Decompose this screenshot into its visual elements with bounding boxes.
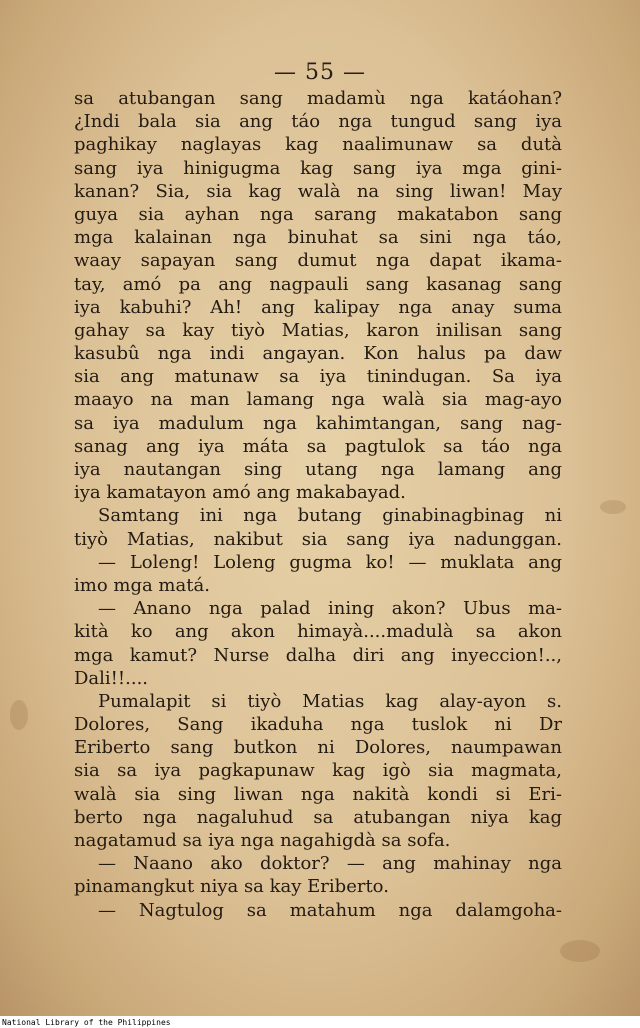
stain-mark <box>560 940 600 962</box>
body-text <box>74 87 562 922</box>
text-line: imo mga matá. <box>74 574 210 596</box>
text-line: kanan? Sia, sia kag walà na sing liwan! May <box>74 180 562 202</box>
text-line: sa iya madulum nga kahimtangan, sang nag- <box>74 412 562 434</box>
stain-mark <box>600 500 626 514</box>
text-line: paghikay naglayas kag naalimunaw sa dutà <box>74 134 562 156</box>
text-line: mga kamut? Nurse dalha diri ang inyeccion!.., <box>74 644 562 666</box>
text-line: sia ang matunaw sa iya tinindugan. Sa iya <box>74 366 562 388</box>
page-number: — 55 — <box>274 60 366 85</box>
text-line: Pumalapit si tiyò Matias kag alay-ayon s. <box>98 690 562 712</box>
text-line: Eriberto sang butkon ni Dolores, naumpawan <box>74 737 562 759</box>
text-line: tay, amó pa ang nagpauli sang kasanag sang <box>74 273 562 295</box>
text-line: sia sa iya pagkapunaw kag igò sia magmata, <box>74 760 562 782</box>
text-line: ¿Indi bala sia ang táo nga tungud sang iya <box>74 111 562 133</box>
text-line: maayo na man lamang nga walà sia mag-ayo <box>74 389 562 411</box>
text-line: — Loleng! Loleng gugma ko! — muklata ang <box>98 551 562 573</box>
text-line: walà sia sing liwan nga nakità kondi si Eri- <box>74 783 562 805</box>
text-line: sa atubangan sang madamù nga katáohan? <box>74 88 562 109</box>
text-line: iya kabuhi? Ah! ang kalipay nga anay suma <box>74 296 562 318</box>
text-line: Samtang ini nga butang ginabinagbinag ni <box>98 505 562 527</box>
footer <box>0 1017 640 1028</box>
text-line: sanag ang iya máta sa pagtulok sa táo nga <box>74 435 562 457</box>
text-line: berto nga nagaluhud sa atubangan niya kag <box>74 806 562 828</box>
text-line: pinamangkut niya sa kay Eriberto. <box>74 876 389 898</box>
text-line: Dali!!.... <box>74 667 149 689</box>
text-line: tiyò Matias, nakibut sia sang iya nadunggan. <box>74 528 562 550</box>
text-line: kasubû nga indi angayan. Kon halus pa daw <box>74 343 562 365</box>
text-line: kità ko ang akon himayà....madulà sa akon <box>74 621 562 643</box>
text-line: Dolores, Sang ikaduha nga tuslok ni Dr <box>74 714 562 736</box>
text-line: — Anano nga palad ining akon? Ubus ma- <box>98 598 562 620</box>
text-line: guya sia ayhan nga sarang makatabon sang <box>74 203 562 225</box>
text-line: sang iya hinigugma kag sang iya mga gini- <box>74 157 562 179</box>
text-line: gahay sa kay tiyò Matias, karon inilisan sang <box>74 319 562 341</box>
text-line: — Nagtulog sa matahum nga dalamgoha- <box>98 899 562 921</box>
text-line: nagatamud sa iya nga nagahigdà sa sofa. <box>74 830 451 851</box>
text-line: mga kalainan nga binuhat sa sini nga táo, <box>74 227 562 249</box>
text-line: — Naano ako doktor? — ang mahinay nga <box>98 853 562 875</box>
text-line: iya kamatayon amó ang makabayad. <box>74 482 406 504</box>
text-line: waay sapayan sang dumut nga dapat ikama- <box>74 250 562 272</box>
stain-mark <box>10 700 28 730</box>
text-line: iya nautangan sing utang nga lamang ang <box>74 459 562 480</box>
library-credit: National Library of the Philippines <box>2 1018 171 1027</box>
